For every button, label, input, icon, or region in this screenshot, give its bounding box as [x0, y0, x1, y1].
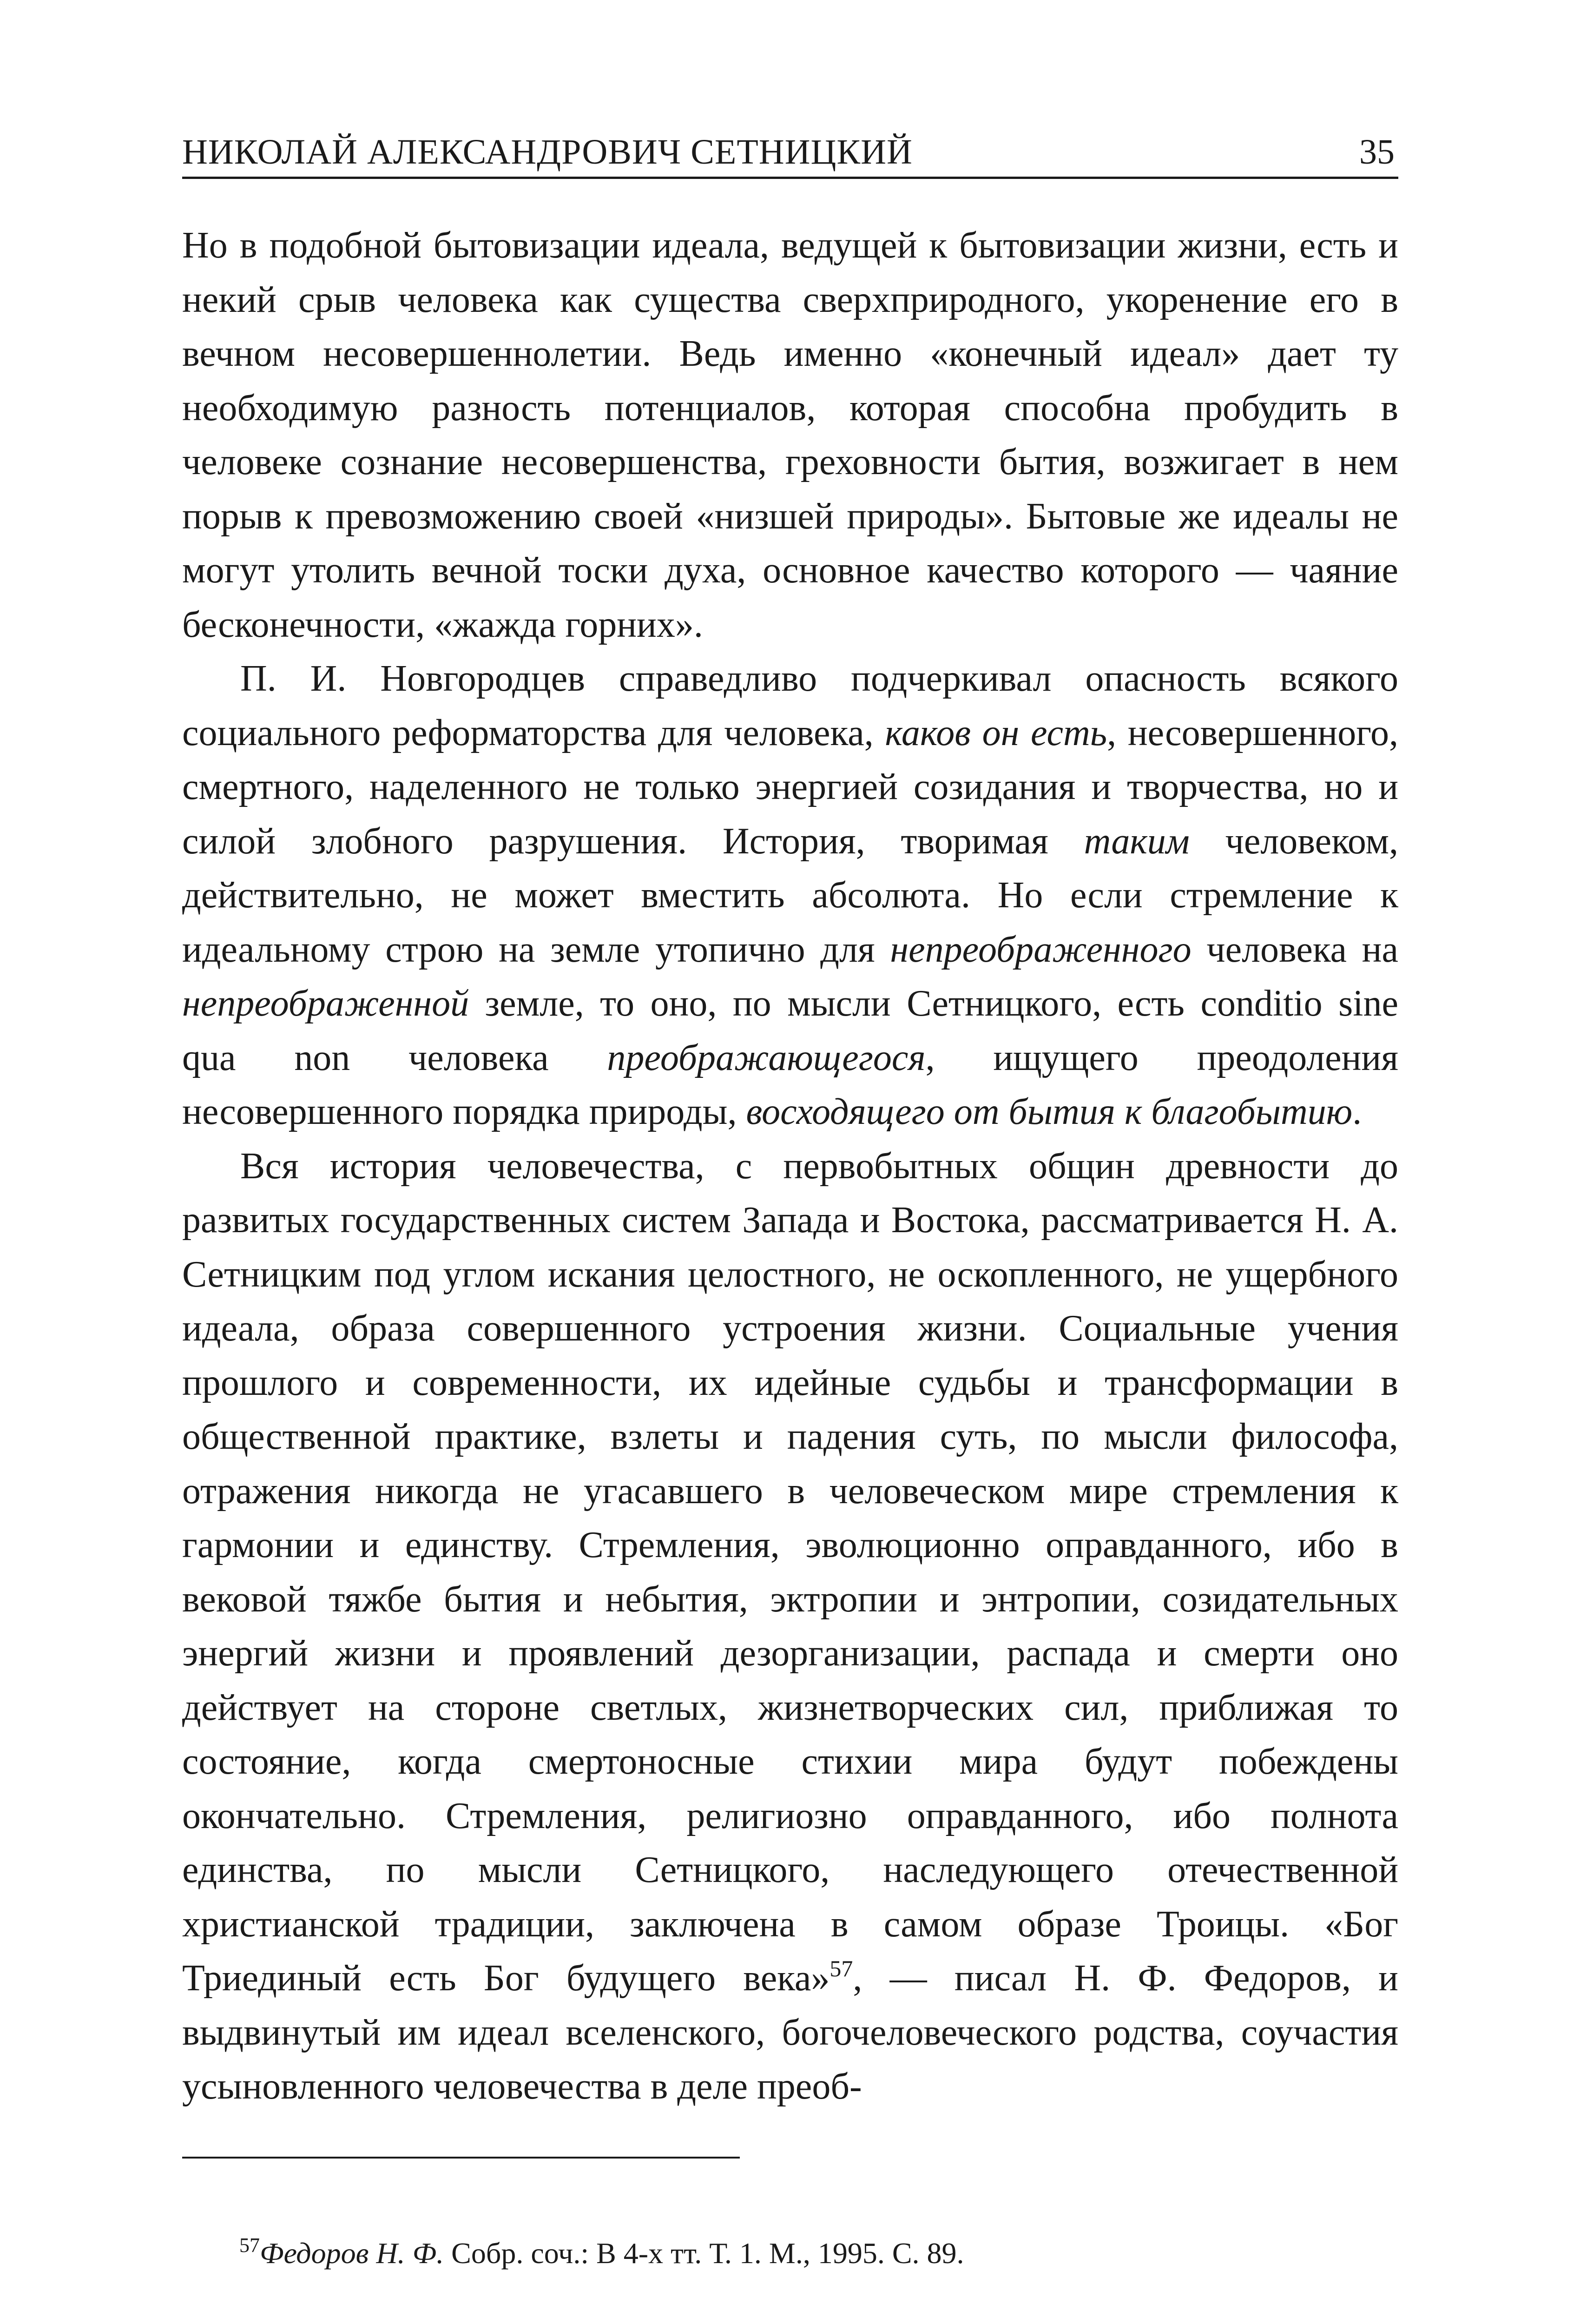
footnote-number: 57 — [239, 2234, 260, 2257]
text-run: , несовершенного, смертного, наделенного не только энергией созидания и творчества, но и силой злобного разрушения. История, творимая — [182, 712, 1399, 862]
footnote-divider — [182, 2157, 740, 2159]
text-run: П. И. Новгородцев справедливо подчеркивал опасность всякого социального реформаторства для человека, — [182, 658, 1398, 753]
italic-run: таким — [1084, 820, 1190, 862]
text-run: , ищущего преодоления несовершенного порядка природы, — [182, 1037, 1398, 1132]
text-run: , — писал Н. Ф. Федоров, и выдвинутый им идеал вселенского, богочеловеческого родства, соучастия усыновленного человечества в деле преоб- — [182, 1958, 1398, 2107]
italic-run: непреображенного — [890, 929, 1192, 970]
text-run: человека на — [1191, 929, 1398, 970]
italic-run: восходящего от бытия к благобытию — [746, 1091, 1353, 1132]
running-title: НИКОЛАЙ АЛЕКСАНДРОВИЧ СЕТНИЦКИЙ — [182, 132, 913, 172]
paragraph — [182, 218, 1398, 652]
paragraph — [182, 652, 1398, 1139]
text-run: человеком, действительно, не может вместить абсолюта. Но если стремление к идеальному строю на земле утопично для — [182, 820, 1398, 970]
text-run: земле, то оно, по мысли Сетницкого, есть conditio sine qua non человека — [182, 983, 1398, 1078]
text-run: . — [1352, 1091, 1362, 1132]
footnote — [239, 2236, 1355, 2271]
italic-run: преображающегося — [607, 1037, 926, 1078]
text-run: Но в подобной бытовизации идеала, ведущей к бытовизации жизни, есть и некий срыв человека как существа сверхприродного, укоренение его в вечном несовершеннолетии. Ведь именно «конечный идеал» дает ту необходимую разность потенциалов, которая способна пробудить в человеке сознание несовершенства, греховности бытия, возжигает в нем порыв к превозможению своей «низшей природы». Бытовые же идеалы не могут утолить вечной тоски духа, основное качество которого — чаяние бесконечности, «жажда горних». — [182, 225, 1398, 645]
footnote-text: Собр. соч.: В 4-х тт. Т. 1. М., 1995. С. 89. — [444, 2237, 964, 2270]
footnote-author: Федоров Н. Ф. — [260, 2237, 444, 2270]
paragraph — [182, 1139, 1398, 2114]
running-head — [182, 125, 1398, 179]
page-number: 35 — [1359, 132, 1395, 172]
footnote-reference: 57 — [830, 1955, 853, 1981]
italic-run: каков он есть — [885, 712, 1107, 753]
text-run: Вся история человечества, с первобытных общин древности до развитых государственных систем Запада и Востока, рассматривается Н. А. Сетницким под углом искания целостного, не оскопленного, не ущербного идеала, образа совершенного устроения жизни. Социальные учения прошлого и современности, их идейные судьбы и трансформации в общественной практике, взлеты и падения суть, по мысли философа, отражения никогда не угасавшего в человеческом мире стремления к гармонии и единству. Стремления, эволюционно оправданного, ибо в вековой тяжбе бытия и небытия, эктропии и энтропии, созидательных энергий жизни и проявлений дезорганизации, распада и смерти оно действует на стороне светлых, жизнетворческих сил, приближая то состояние, когда смертоносные стихии мира будут побеждены окончательно. Стремления, религиозно оправданного, ибо полнота единства, по мысли Сетницкого, наследующего отечественной христианской традиции, заключена в самом образе Троицы. «Бог Триединый есть Бог будущего века» — [182, 1145, 1398, 1999]
italic-run: непреображенной — [182, 983, 469, 1024]
body-text — [182, 218, 1398, 2114]
